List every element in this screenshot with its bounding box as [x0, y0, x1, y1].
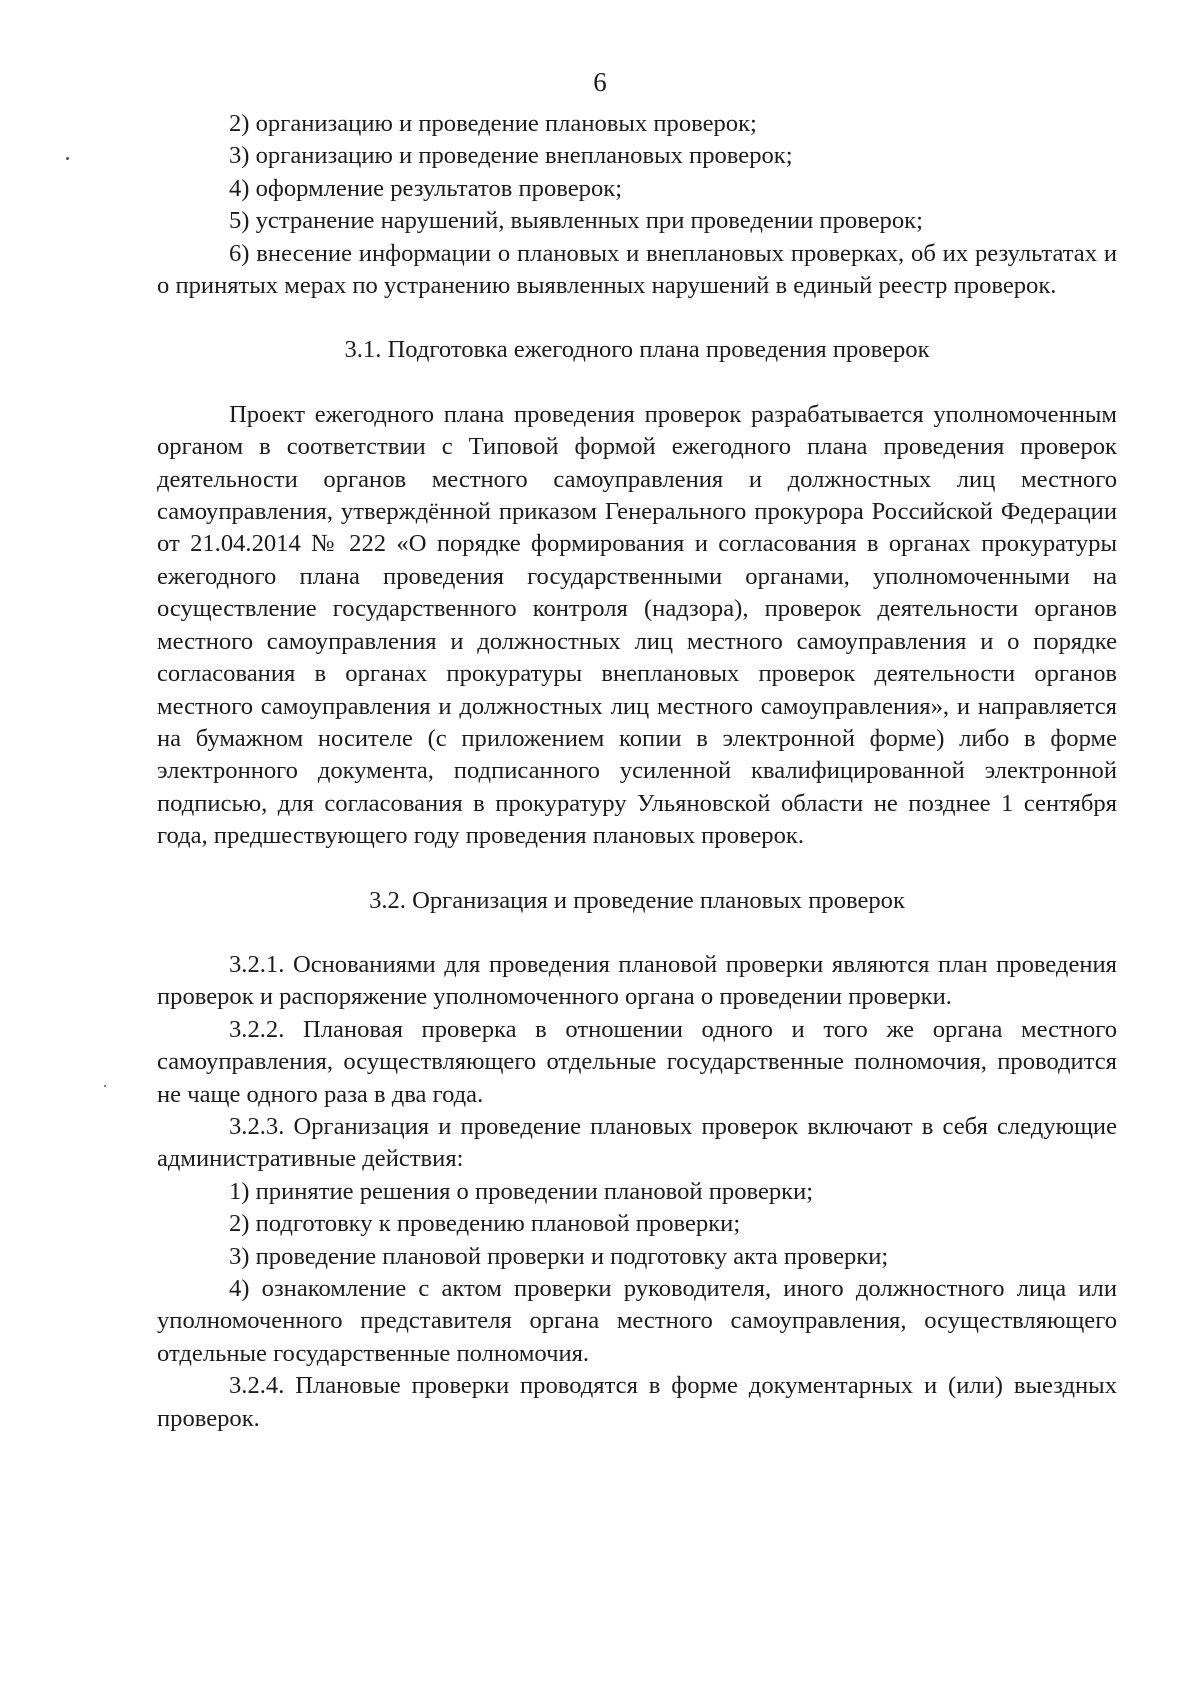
paragraph-3-2-3: 3.2.3. Организация и проведение плановых проверок включают в себя следующие административные действия: [157, 1112, 1117, 1173]
paragraph-3-2-2: 3.2.2. Плановая проверка в отношении одного и того же органа местного самоуправления, осуществляющего отдельные государственные полномочия, проводится не чаще одного раза в два года. [157, 1015, 1117, 1108]
scan-speck [104, 1085, 106, 1087]
list-item: 4) оформление результатов проверок; [229, 174, 623, 202]
paragraph-3-2-1: 3.2.1. Основаниями для проведения плановой проверки являются план проведения проверок и распоряжение уполномоченного органа о проведении проверки. [157, 950, 1117, 1011]
list-item: 4) ознакомление с актом проверки руководителя, иного должностного лица или уполномоченного представителя органа местного самоуправления, осуществляющего отдельные государственные полномочия. [157, 1275, 1117, 1367]
section-heading-3-1: 3.1. Подготовка ежегодного плана проведения проверок [344, 336, 930, 364]
document-body [157, 108, 1117, 1435]
scan-speck [66, 157, 69, 160]
list-item: 3) проведение плановой проверки и подготовку акта проверки; [229, 1242, 889, 1270]
list-item: 5) устранение нарушений, выявленных при проведении проверок; [229, 207, 923, 235]
page-number: 6 [593, 67, 607, 97]
list-item: 2) подготовку к проведению плановой проверки; [229, 1210, 741, 1238]
list-item: 3) организацию и проведение внеплановых проверок; [229, 142, 793, 170]
paragraph-3-2-4: 3.2.4. Плановые проверки проводятся в форме документарных и (или) выездных проверок. [157, 1372, 1117, 1432]
list-item: 1) принятие решения о проведении плановой проверки; [229, 1177, 814, 1205]
list-item: 6) внесение информации о плановых и внеплановых проверках, об их результатах и о принятых мерах по устранению выявленных нарушений в единый реестр проверок. [157, 239, 1117, 300]
list-item: 2) организацию и проведение плановых проверок; [229, 110, 757, 137]
section-heading-3-2: 3.2. Организация и проведение плановых проверок [369, 886, 905, 914]
section-3-1-paragraph: Проект ежегодного плана проведения проверок разрабатывается уполномоченным органом в соответствии с Типовой формой ежегодного плана проведения проверок деятельности органов местного самоуправления и должностных лиц местного самоуправления, утверждённой приказом Генерального прокурора Российской Федерации от 21.04.2014 № 222 «О порядке формирования и согласования в органах прокуратуры ежегодного плана проведения государственными органами, уполномоченными на осуществление государственного контроля (надзора), проверок деятельности органов местного самоуправления и должностных лиц местного самоуправления и о порядке согласования в органах прокуратуры внеплановых проверок деятельности органов местного самоуправления и должностных лиц местного самоуправления», и направляется на бумажном носителе (с приложением копии в электронной форме) либо в форме электронного документа, подписанного усиленной квалифицированной электронной подписью, для согласования в прокуратуру Ульяновской области не позднее 1 сентября года, предшествующего году проведения плановых проверок. [157, 400, 1117, 850]
